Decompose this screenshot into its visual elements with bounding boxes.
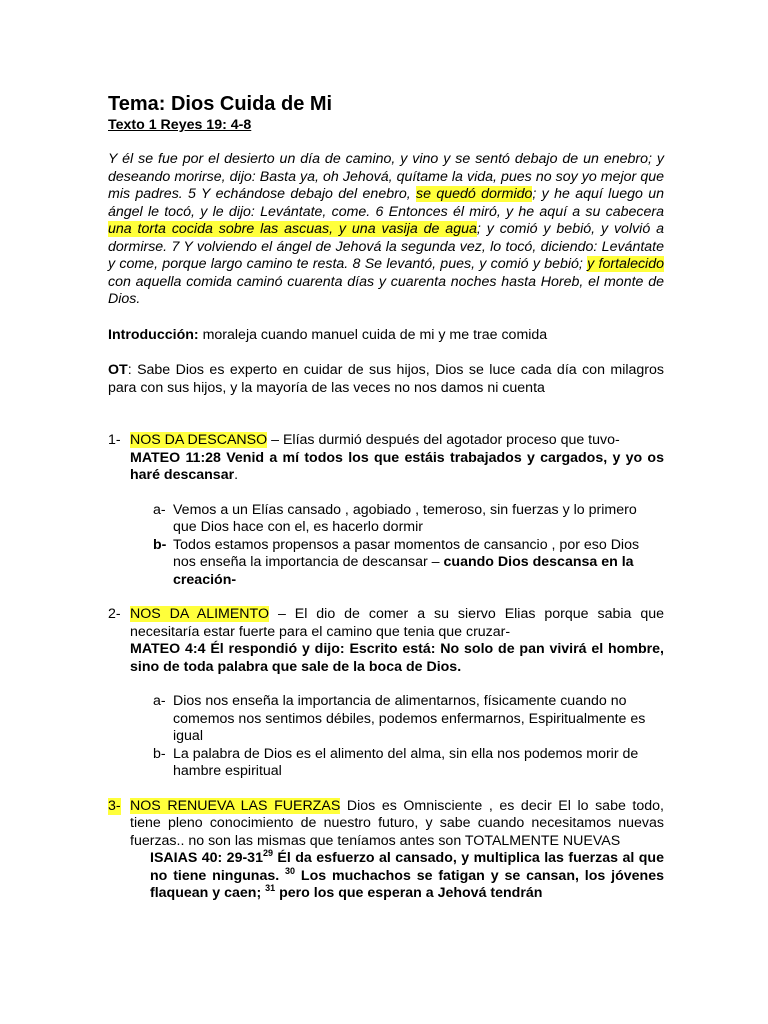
ot-text: : Sabe Dios es experto en cuidar de sus hijos, Dios se luce cada día con milagros para con sus hijos, y la mayoría de las veces no nos damos ni cuenta [108, 362, 664, 396]
highlight-torta: una torta cocida sobre las ascuas, y una vasija de agua [108, 221, 477, 237]
point-1 [108, 432, 664, 485]
point-2-body [130, 606, 664, 641]
point-1-sublist [108, 502, 664, 590]
point-3-verse [150, 850, 664, 903]
introduction [108, 327, 664, 345]
verse-29-text: Él da esfuerzo al cansado, y multiplica las fuerzas al que no tiene ningunas. [150, 850, 664, 884]
point-2-verse-text: MATEO 4:4 Él respondió y dijo: Escrito está: No solo de pan vivirá el hombre, sino de toda palabra que sale de la boca de Dios. [130, 641, 664, 675]
point-2-text: – El dio de comer a su siervo Elias porque sabia que necesitaría estar fuerte para el camino que tenia que cruzar- [130, 606, 664, 640]
item-text: La palabra de Dios es el alimento del alma, sin ella nos podemos morir de hambre espiritual [173, 745, 639, 779]
scripture-reference: Texto 1 Reyes 19: 4-8 [108, 117, 252, 133]
item-letter: a- [153, 501, 166, 518]
point-1-item-b [153, 537, 664, 590]
point-2-item-b [153, 746, 664, 781]
ot-label: OT [108, 362, 128, 378]
objective-paragraph [108, 362, 664, 397]
scripture-part-4: con aquella comida caminó cuarenta días y cuarenta noches hasta Horeb, el monte de Dios. [108, 273, 664, 307]
item-text: Dios nos enseña la importancia de alimentarnos, físicamente cuando no comemos nos sentimos débiles, podemos enfermarnos, Espiritualmente es igual [173, 693, 646, 744]
item-letter: b- [153, 745, 166, 762]
intro-text: moraleja cuando manuel cuida de mi y me trae comida [198, 326, 548, 343]
point-2-verse [130, 641, 664, 676]
point-1-verse-text: MATEO 11:28 Venid a mí todos los que estáis trabajados y cargados, y yo os haré descansar [130, 449, 664, 483]
item-text: Vemos a un Elías cansado , agobiado , temeroso, sin fuerzas y lo primero que Dios hace con el, es hacerlo dormir [173, 501, 637, 535]
point-1-body [130, 432, 664, 450]
scripture-part-2: ; y he aquí luego un ángel le tocó, y le dijo: Levántate, come. 6 Entonces él miró, y he aquí a su cabecera [108, 186, 665, 220]
highlight-dormido: se quedó dormido [416, 186, 533, 202]
point-1-verse [130, 450, 664, 485]
point-3 [108, 798, 664, 903]
verse-30-text: Los muchachos se fatigan y se cansan, los jóvenes flaquean y caen; [150, 867, 664, 901]
item-letter: b- [153, 536, 167, 553]
highlight-fortalecido: y fortalecido [587, 256, 664, 272]
point-3-number: 3- [108, 797, 121, 814]
verse-number-30: 30 [285, 865, 296, 876]
point-2-number: 2- [108, 606, 121, 622]
item-bold-text: cuando Dios descansa en la creación- [173, 554, 634, 588]
scripture-text [108, 151, 664, 309]
item-letter: a- [153, 693, 166, 709]
point-1-number: 1- [108, 432, 121, 448]
verse-number-31: 31 [265, 883, 276, 893]
verse-number-29: 29 [262, 848, 273, 858]
scripture-part-3: ; y comió y bebió, y volvió a dormirse. 7 Y volviendo el ángel de Jehová la segunda vez, lo tocó, diciendo: Levántate y come, porque largo camino te resta. 8 Se levantó, pues, y comió y bebió; [108, 221, 664, 272]
point-3-body [130, 798, 664, 851]
point-3-verse-ref: ISAIAS 40: 29-31 [150, 850, 263, 866]
point-2-item-a [153, 693, 664, 746]
point-2-sublist [108, 693, 664, 781]
page-title: Tema: Dios Cuida de Mi [108, 93, 333, 115]
point-3-text: Dios es Omnisciente , es decir El lo sabe todo, tiene pleno conocimiento de nuestro futuro, y sabe cuando necesitamos nuevas fuerzas.. no son las mismas que teníamos antes son TOTALMENTE NUEVAS [130, 797, 664, 849]
scripture-part-1: Y él se fue por el desierto un día de camino, y vino y se sentó debajo de un enebro; y deseando morirse, dijo: Basta ya, oh Jehová, quítame la vida, pues no soy yo mejor que mis padres. 5 Y echándose debajo del enebro, [108, 151, 664, 202]
point-2-heading: NOS DA ALIMENTO [130, 606, 270, 622]
point-1-item-a [153, 502, 664, 537]
point-1-text: – Elías durmió después del agotador proceso que tuvo- [267, 432, 620, 448]
verse-31-text: pero los que esperan a Jehová tendrán [275, 885, 543, 901]
point-2 [108, 606, 664, 676]
item-text: Todos estamos propensos a pasar momentos de cansancio , por eso Dios nos enseña la importancia de descansar – [173, 536, 640, 570]
point-1-verse-end: . [234, 467, 239, 483]
point-1-heading: NOS DA DESCANSO [130, 432, 268, 448]
point-3-heading: NOS RENUEVA LAS FUERZAS [130, 797, 341, 814]
intro-label: Introducción: [108, 326, 199, 343]
